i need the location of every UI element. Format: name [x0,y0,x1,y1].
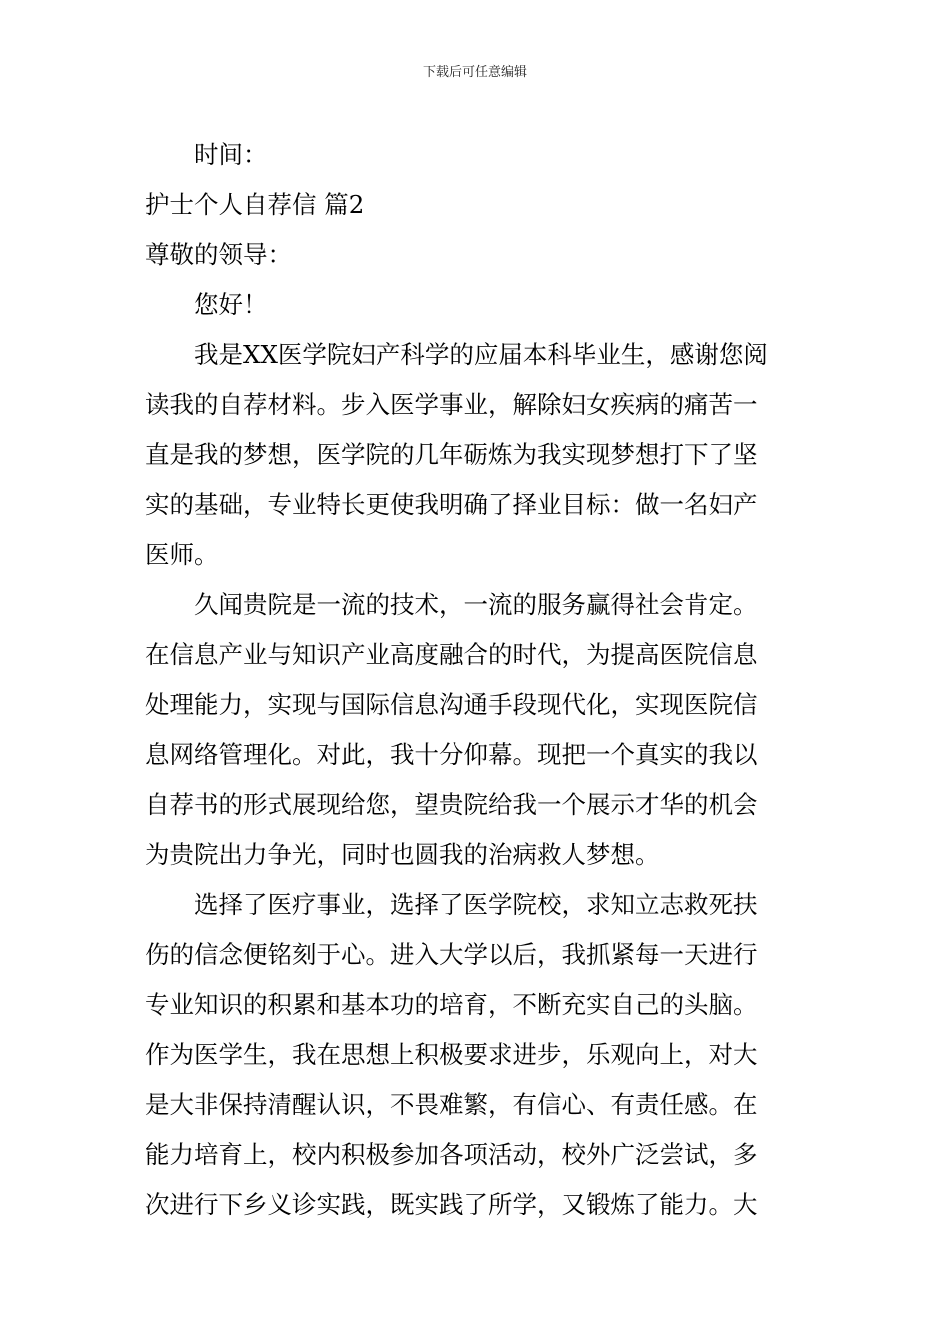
paragraph-3-line-5: 是大非保持清醒认识，不畏难繁，有信心、有责任感。在 [145,1090,758,1119]
page-header-note: 下载后可任意编辑 [422,65,527,80]
paragraph-3-line-4: 作为医学生，我在思想上积极要求进步，乐观向上，对大 [145,1040,758,1069]
paragraph-1-line-2: 读我的自荐材料。步入医学事业，解除妇女疾病的痛苦一 [145,390,758,419]
paragraph-3-line-2: 伤的信念便铭刻于心。进入大学以后，我抓紧每一天进行 [145,940,758,969]
paragraph-1-line-1: 我是XX医学院妇产科学的应届本科毕业生，感谢您阅 [194,340,768,369]
paragraph-3-line-1: 选择了医疗事业，选择了医学院校，求知立志救死扶 [194,890,758,919]
paragraph-2-line-6: 为贵院出力争光，同时也圆我的治病救人梦想。 [145,840,660,869]
paragraph-3-line-7: 次进行下乡义诊实践，既实践了所学，又锻炼了能力。大 [145,1190,758,1219]
paragraph-1-line-3: 直是我的梦想，医学院的几年砺炼为我实现梦想打下了坚 [145,440,758,469]
greeting: 您好！ [194,290,268,319]
paragraph-3-line-3: 专业知识的积累和基本功的培育，不断充实自己的头脑。 [145,990,758,1019]
paragraph-1-line-5: 医师。 [145,540,219,569]
paragraph-2-line-4: 息网络管理化。对此，我十分仰幕。现把一个真实的我以 [145,740,758,769]
paragraph-2-line-3: 处理能力，实现与国际信息沟通手段现代化，实现医院信 [145,690,758,719]
paragraph-3-line-6: 能力培育上，校内积极参加各项活动，校外广泛尝试，多 [145,1140,758,1169]
letter-title: 护士个人自荐信 篇2 [145,190,365,219]
paragraph-2-line-2: 在信息产业与知识产业高度融合的时代，为提高医院信息 [145,640,758,669]
paragraph-2-line-5: 自荐书的形式展现给您，望贵院给我一个展示才华的机会 [145,790,758,819]
time-line: 时间： [194,140,268,169]
document-body [145,130,810,1230]
paragraph-2-line-1: 久闻贵院是一流的技术，一流的服务赢得社会肯定。 [194,590,758,619]
paragraph-1-line-4: 实的基础，专业特长更使我明确了择业目标：做一名妇产 [145,490,758,519]
salutation: 尊敬的领导： [145,240,292,269]
